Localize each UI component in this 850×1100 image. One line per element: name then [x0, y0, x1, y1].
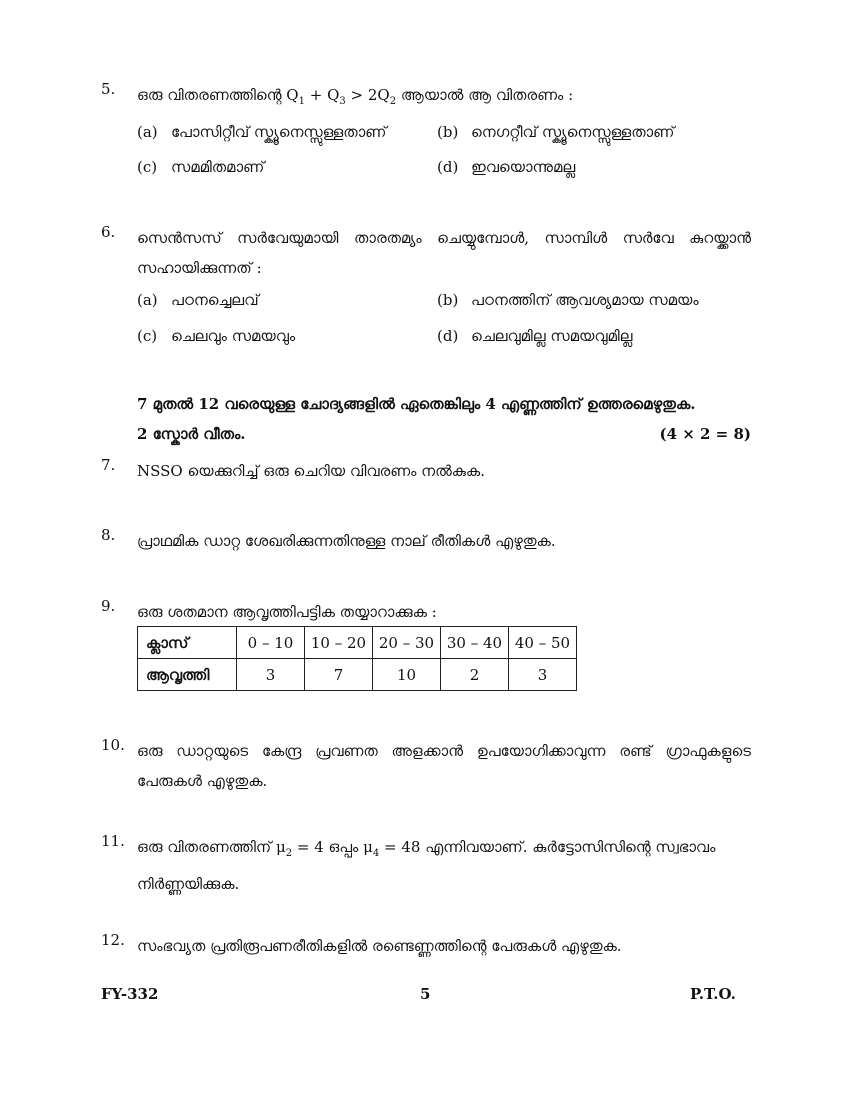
question-number: 10. — [101, 736, 125, 754]
question-number: 11. — [101, 832, 125, 850]
question-number: 5. — [101, 80, 116, 98]
table-cell: 20 – 30 — [373, 627, 441, 659]
question-text: സംഭവ്യത പ്രതിരൂപണരീതികളിൽ രണ്ടെണ്ണത്തിന്റെ പേരുകൾ എഴുതുക. — [137, 937, 622, 955]
pto-label: P.T.O. — [690, 985, 736, 1003]
table-header-frequency: ആവൃത്തി — [138, 659, 237, 691]
page-number: 5 — [420, 985, 431, 1003]
option-a: (a) പോസിറ്റീവ് സ്ക്യൂനെസ്സുള്ളതാണ് — [137, 123, 387, 141]
question-text: NSSO യെക്കുറിച്ച് ഒരു ചെറിയ വിവരണം നൽകുക. — [137, 462, 485, 480]
option-d: (d) ഇവയൊന്നുമല്ല — [437, 158, 576, 176]
table-row — [138, 627, 577, 659]
paper-code: FY-332 — [101, 985, 159, 1003]
option-c: (c) ചെലവും സമയവും — [137, 327, 296, 345]
table-cell: 3 — [237, 659, 305, 691]
option-b: (b) പഠനത്തിന് ആവശ്യമായ സമയം — [437, 291, 699, 309]
question-text: സെൻസസ് സർവേയുമായി താരതമ്യം ചെയ്യുമ്പോൾ, സാമ്പിൾ സർവേ കുറയ്ക്കാൻ സഹായിക്കുന്നത് : — [137, 229, 751, 277]
question-6 — [101, 223, 751, 285]
table-cell: 30 – 40 — [441, 627, 509, 659]
table-cell: 10 – 20 — [305, 627, 373, 659]
table-cell: 3 — [509, 659, 577, 691]
question-number: 7. — [101, 456, 116, 474]
option-c: (c) സമമിതമാണ് — [137, 158, 265, 176]
table-cell: 7 — [305, 659, 373, 691]
option-b: (b) നെഗറ്റീവ് സ്ക്യൂനെസ്സുള്ളതാണ് — [437, 123, 675, 141]
question-text: ഒരു ശതമാന ആവൃത്തിപട്ടിക തയ്യാറാക്കുക : — [137, 603, 437, 621]
instruction-line-2-row — [137, 419, 751, 449]
question-text: ഒരു വിതരണത്തിന് $\mu_2 = 4$ ഒപ്പം $\mu_4 = 48$ എന്നിവയാണ്. കുർട്ടോസിസിന്റെ സ്വഭാവം നിർണ്ണയിക്കുക. — [137, 838, 716, 893]
question-10 — [101, 736, 751, 798]
table-cell: 40 – 50 — [509, 627, 577, 659]
question-number: 12. — [101, 931, 125, 949]
question-number: 6. — [101, 223, 116, 241]
instruction-line-2: 2 സ്കോർ വീതം. — [137, 425, 246, 443]
table-cell: 2 — [441, 659, 509, 691]
question-number: 9. — [101, 597, 116, 615]
option-a: (a) പഠനച്ചെലവ് — [137, 291, 259, 309]
table-cell: 0 – 10 — [237, 627, 305, 659]
instruction-line-1: 7 മുതൽ 12 വരെയുള്ള ചോദ്യങ്ങളിൽ ഏതെങ്കിലും 4 എണ്ണത്തിന് ഉത്തരമെഴുതുക. — [137, 395, 696, 413]
question-text: പ്രാഥമിക ഡാറ്റ ശേഖരിക്കുന്നതിനുള്ള നാല് രീതികൾ എഴുതുക. — [137, 532, 556, 550]
frequency-table — [137, 626, 577, 691]
question-11 — [101, 832, 751, 894]
question-number: 8. — [101, 526, 116, 544]
question-text: ഒരു വിതരണത്തിന്റെ $Q_1 + Q_3 > 2Q_2$ ആയാൽ ആ വിതരണം : — [137, 86, 574, 107]
section-instruction — [137, 389, 751, 449]
table-row — [138, 659, 577, 691]
table-cell: 10 — [373, 659, 441, 691]
table-header-class: ക്ലാസ് — [138, 627, 237, 659]
marks-allocation: (4 × 2 = 8) — [659, 425, 751, 443]
option-d: (d) ചെലവുമില്ല സമയവുമില്ല — [437, 327, 633, 345]
question-text: ഒരു ഡാറ്റയുടെ കേന്ദ്ര പ്രവണത അളക്കാൻ ഉപയോഗിക്കാവുന്ന രണ്ട് ഗ്രാഫുകളുടെ പേരുകൾ എഴുതുക. — [137, 742, 751, 790]
